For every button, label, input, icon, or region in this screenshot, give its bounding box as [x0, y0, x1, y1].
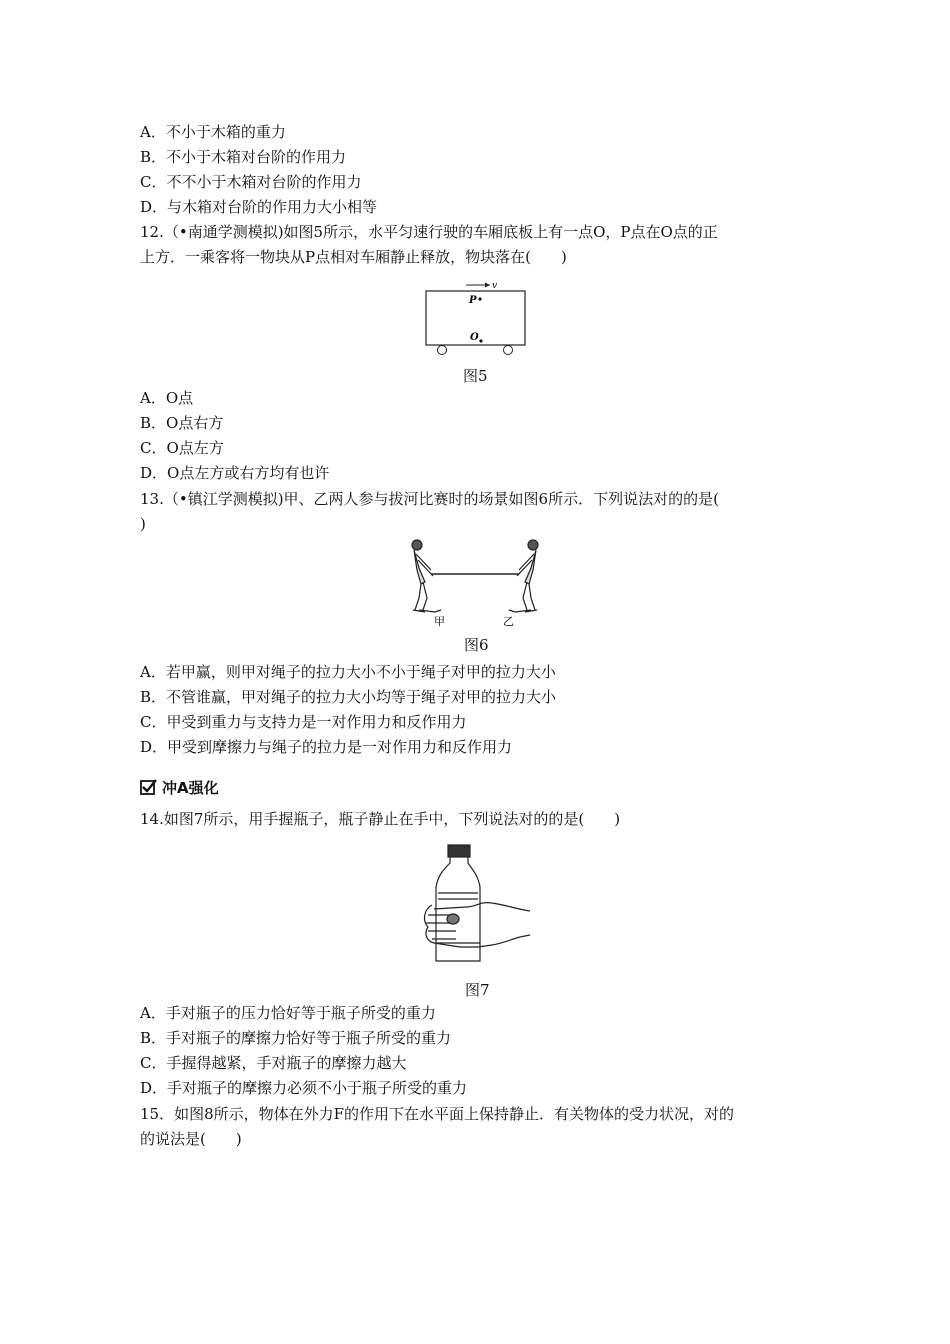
question-15-stem-line2: 的说法是( ): [140, 1130, 242, 1148]
option-d: D．O点左方或右方均有也许: [140, 464, 330, 482]
point-o: [479, 339, 482, 342]
question-12-stem-line2: 上方．一乘客将一物块从P点相对车厢静止释放，物块落在( ): [140, 248, 567, 266]
option-c: C．不不小于木箱对台阶的作用力: [140, 173, 362, 191]
point-p: [478, 297, 481, 300]
option-b: B．O点右方: [140, 414, 224, 432]
option-c: C．O点左方: [140, 439, 224, 457]
option-a: A．若甲赢，则甲对绳子的拉力大小不小于绳子对甲的拉力大小: [140, 663, 556, 681]
option-a: A．O点: [140, 389, 194, 407]
figure-6-caption: 图6: [464, 636, 489, 654]
figure-7-hand-bottle: [420, 843, 532, 971]
label-jia: 甲: [434, 615, 445, 628]
figure-6-tug-of-war: [405, 538, 547, 630]
wheel-left: [438, 346, 447, 355]
point-p-label: P: [469, 295, 477, 306]
question-14-stem: 14.如图7所示，用手握瓶子，瓶子静止在手中，下列说法对的的是( ): [140, 810, 621, 828]
option-b: B．手对瓶子的摩擦力恰好等于瓶子所受的重力: [140, 1029, 452, 1047]
figure-7-caption: 图7: [465, 981, 490, 999]
option-a: A．手对瓶子的压力恰好等于瓶子所受的重力: [140, 1004, 436, 1022]
label-yi: 乙: [503, 615, 514, 628]
question-13-stem-line2: ): [140, 515, 146, 533]
option-d: D．手对瓶子的摩擦力必须不小于瓶子所受的重力: [140, 1079, 468, 1097]
option-d: D．与木箱对台阶的作用力大小相等: [140, 198, 378, 216]
person-jia: [412, 540, 441, 612]
section-header: [140, 776, 219, 798]
checkbox-check-icon: [140, 778, 158, 796]
option-c: C．甲受到重力与支持力是一对作用力和反作用力: [140, 713, 467, 731]
point-o-label: O: [470, 332, 479, 343]
option-b: B．不管谁赢，甲对绳子的拉力大小均等于绳子对甲的拉力大小: [140, 688, 557, 706]
option-a: A．不小于木箱的重力: [140, 123, 286, 141]
person-yi: [509, 540, 538, 612]
question-15-stem-line1: 15．如图8所示，物体在外力F的作用下在水平面上保持静止．有关物体的受力状况，对的: [140, 1105, 735, 1123]
option-c: C．手握得越紧，手对瓶子的摩擦力越大: [140, 1054, 407, 1072]
question-12-stem-line1: 12.（•南通学测模拟)如图5所示，水平匀速行驶的车厢底板上有一点O，P点在O点的正: [140, 223, 718, 241]
figure-5-train-car: [420, 278, 530, 358]
velocity-label: v: [492, 281, 498, 291]
option-d: D．甲受到摩擦力与绳子的拉力是一对作用力和反作用力: [140, 738, 513, 756]
section-title: 冲A强化: [162, 778, 219, 797]
question-13-stem-line1: 13.（•镇江学测模拟)甲、乙两人参与拔河比赛时的场景如图6所示．下列说法对的的是(: [140, 490, 719, 508]
option-b: B．不小于木箱对台阶的作用力: [140, 148, 347, 166]
figure-5-caption: 图5: [463, 367, 488, 385]
wheel-right: [504, 346, 513, 355]
